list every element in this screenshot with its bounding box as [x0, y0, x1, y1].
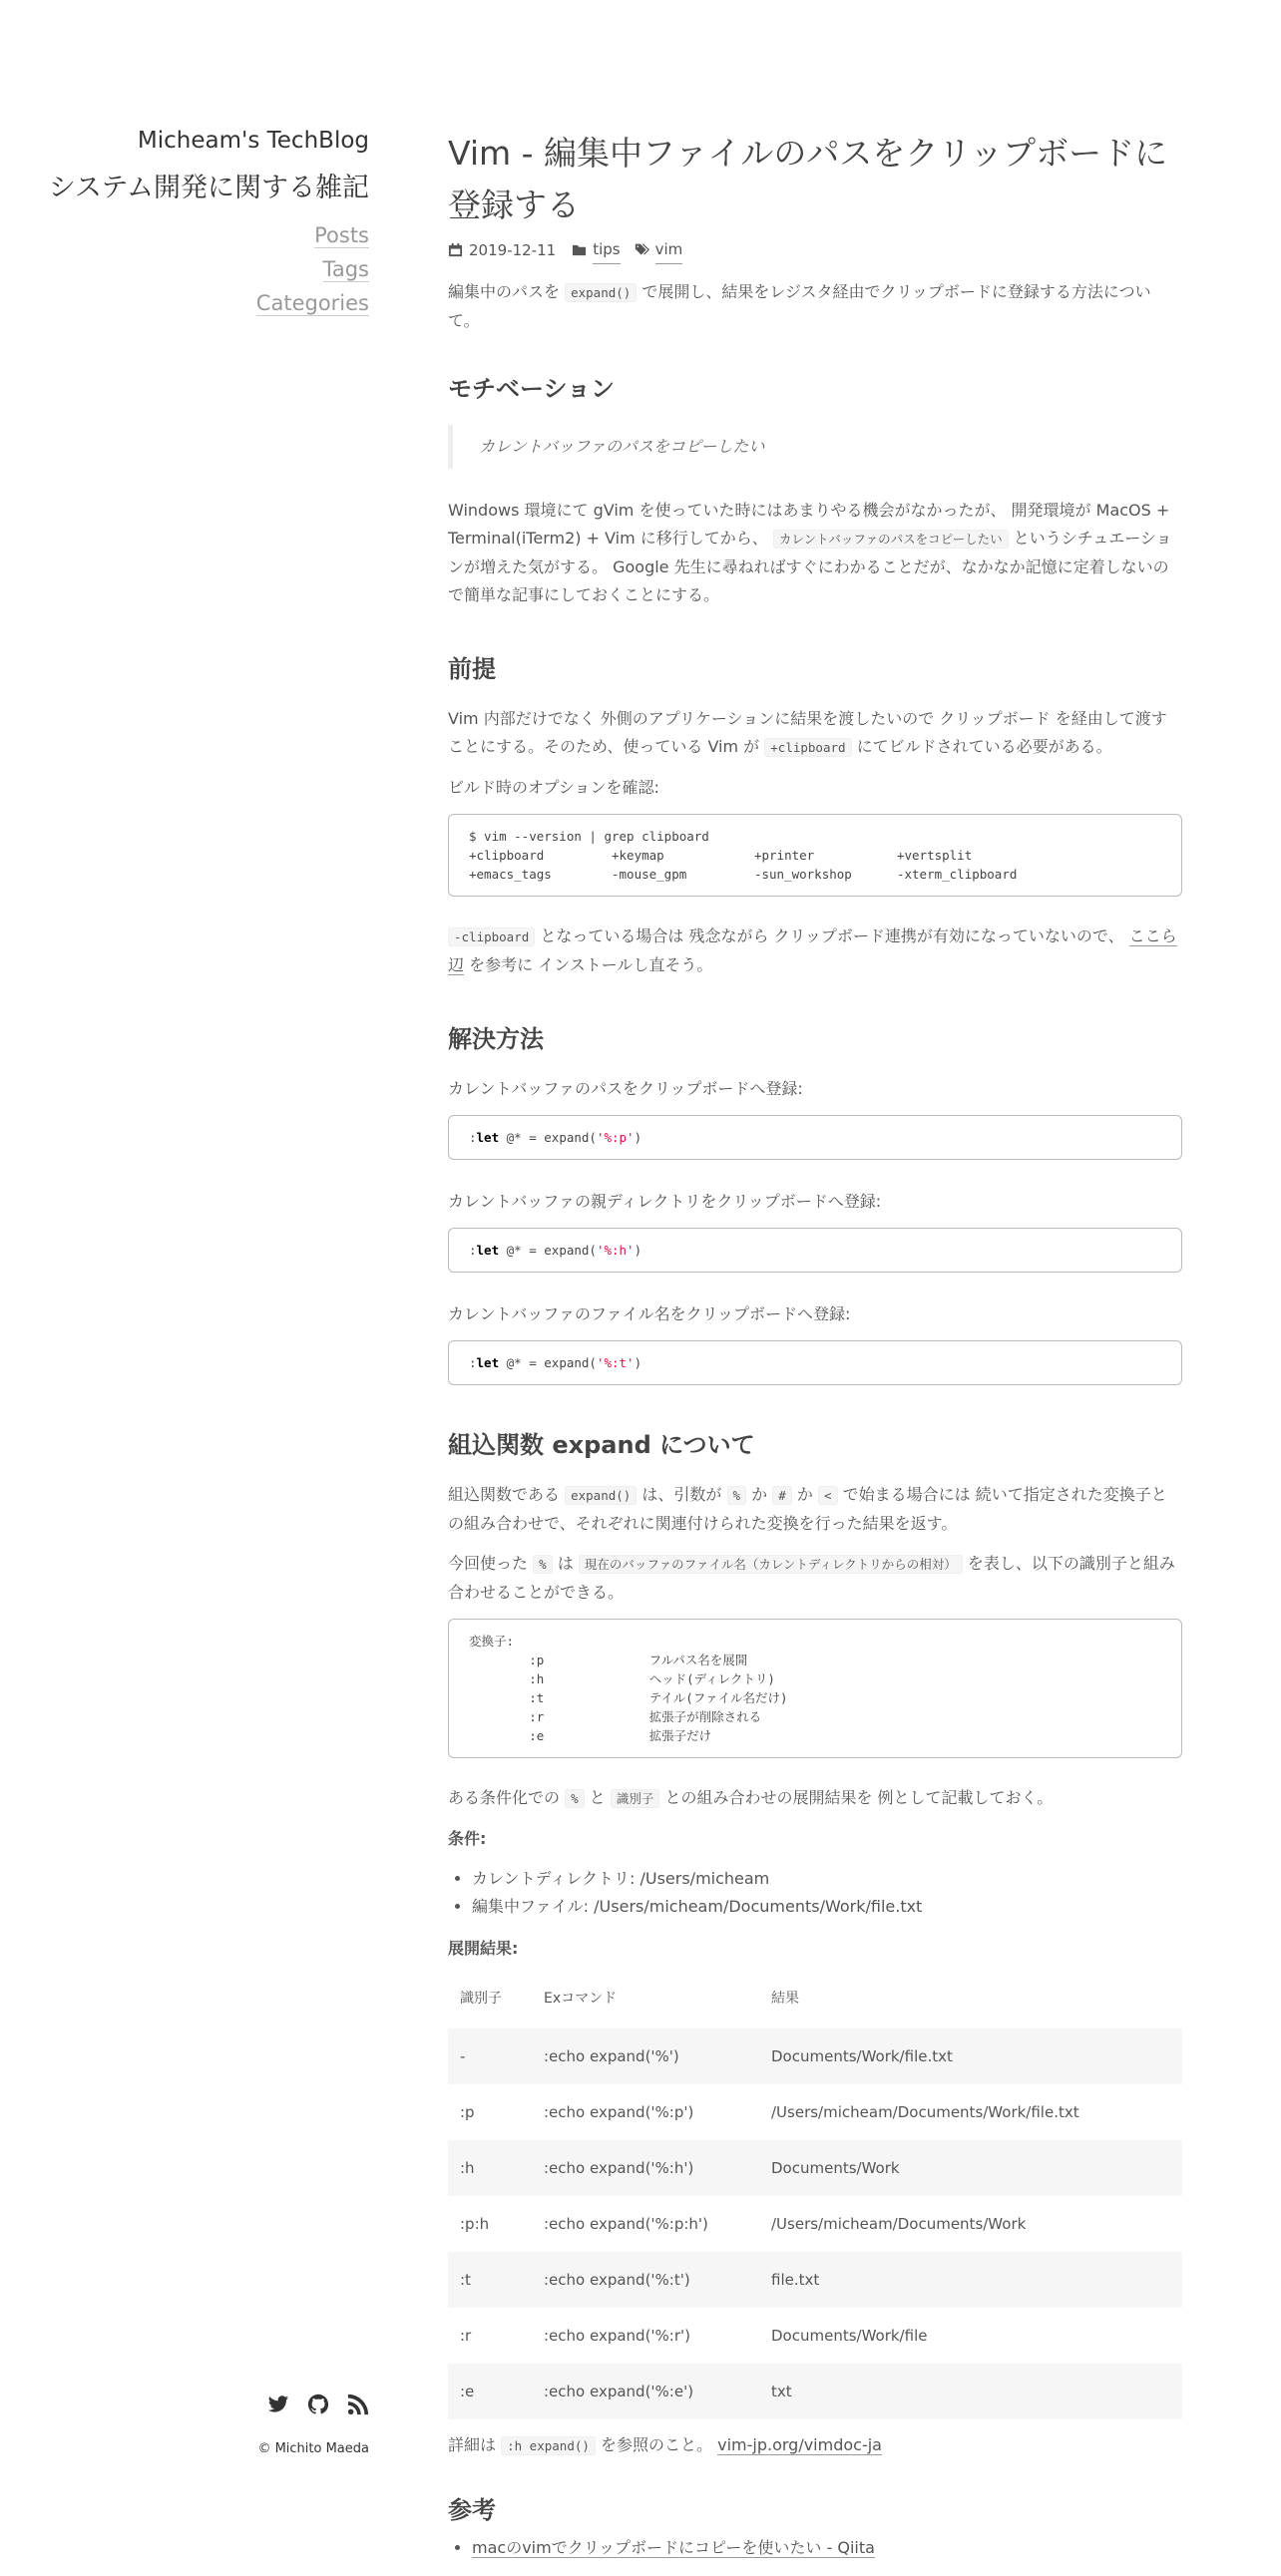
table-cell: file.txt	[759, 2252, 1182, 2308]
code-text: @* = expand(	[499, 1130, 597, 1145]
table-cell: Documents/Work/file	[771, 2327, 928, 2345]
references-list	[448, 2534, 1182, 2562]
inline-code: #	[772, 1486, 792, 1505]
table-row	[448, 2364, 1182, 2419]
site-nav	[256, 223, 369, 325]
column-header: Exコマンド	[544, 1991, 618, 2007]
reference-link[interactable]: ここら辺	[448, 926, 1177, 974]
intro-text: で展開し、結果をレジスタ経由でクリップボードに登録する方法について。	[448, 282, 1151, 330]
social-links	[267, 2393, 369, 2415]
text: ある条件化での	[448, 1788, 561, 1807]
code-block	[448, 1340, 1182, 1385]
inline-code: %	[565, 1789, 585, 1808]
code-text: :	[469, 1355, 477, 1370]
tags-icon	[635, 242, 649, 257]
table-cell: txt	[759, 2364, 1182, 2419]
results-table	[448, 1975, 1182, 2419]
inline-code: カレントバッファのパスをコピーしたい	[773, 530, 1009, 549]
conditions-label: 条件:	[448, 1829, 487, 1848]
vimdoc-link[interactable]: vim-jp.org/vimdoc-ja	[717, 2435, 882, 2454]
text: にてビルドされている必要がある。	[856, 737, 1112, 756]
site-title[interactable]: Micheam's TechBlog	[137, 128, 369, 154]
table-row	[448, 2028, 1182, 2084]
intro-paragraph	[448, 278, 1182, 335]
text: か	[751, 1485, 768, 1504]
list-item: • カレントディレクトリ: /Users/micheam	[472, 1865, 1182, 1893]
table-cell: :echo expand('%:h')	[532, 2140, 759, 2196]
code-block	[448, 1228, 1182, 1273]
table-cell: Documents/Work	[759, 2140, 1182, 2196]
table-row	[448, 2308, 1182, 2364]
column-header: 識別子	[460, 1991, 502, 2007]
post-content	[448, 128, 1182, 2576]
text: 詳細は	[448, 2435, 497, 2454]
paragraph	[448, 1784, 1182, 1813]
code-block: 変換子: :p フルパス名を展開 :h ヘッド(ディレクトリ) :t テイル(ファイル名だけ) :r 拡張子が削除される :e 拡張子だけ	[448, 1619, 1182, 1758]
text: 今回使った	[448, 1554, 529, 1573]
paragraph	[448, 497, 1182, 609]
table-cell: :p	[460, 2103, 475, 2121]
text: を表し、以下の識別子と組み合わせることができる。	[448, 1554, 1175, 1602]
inline-code: -clipboard	[448, 927, 535, 946]
nav-posts[interactable]: Posts	[314, 223, 369, 247]
text: Vim 内部だけでなく 外側のアプリケーションに結果を渡したいので クリップボード を経由して渡すことにする。そのため、使っている Vim が	[448, 709, 1167, 756]
code-string: '%:t'	[596, 1355, 635, 1370]
section-heading: 解決方法	[448, 1025, 544, 1053]
inline-code: +clipboard	[764, 738, 851, 757]
paragraph: カレントバッファのファイル名をクリップボードへ登録:	[448, 1304, 851, 1323]
section-heading: 参考	[448, 2496, 496, 2524]
code-text: @* = expand(	[499, 1355, 597, 1370]
nav-categories[interactable]: Categories	[255, 291, 369, 315]
code-text: :	[469, 1243, 477, 1258]
column-header: 結果	[771, 1991, 799, 2007]
text: となっている場合は 残念ながら クリップボード連携が有効になっていないので、	[540, 926, 1124, 945]
folder-icon	[572, 242, 587, 257]
paragraph	[448, 2431, 1182, 2460]
nav-tags[interactable]: Tags	[322, 257, 369, 281]
table-cell: :echo expand('%:e')	[532, 2364, 759, 2419]
text: か	[796, 1485, 813, 1504]
intro-text: 編集中のパスを	[448, 282, 561, 301]
post-title: Vim - 編集中ファイルのパスをクリップボードに登録する	[448, 134, 1168, 224]
text: で始まる場合には 続いて指定された変換子との組み合わせで、それぞれに関連付けられた変換を行った結果を返す。	[448, 1485, 1167, 1533]
table-row	[448, 2252, 1182, 2308]
post-tag[interactable]: vim	[655, 235, 683, 264]
inline-code: %	[533, 1555, 553, 1574]
text: は、引数が	[641, 1485, 722, 1504]
text: は	[557, 1554, 574, 1573]
table-cell: :echo expand('%:p:h')	[544, 2215, 708, 2233]
rss-icon[interactable]	[347, 2393, 369, 2415]
table-row	[448, 2084, 1182, 2140]
table-cell: :t	[448, 2252, 532, 2308]
calendar-icon	[448, 242, 463, 257]
table-cell: :echo expand('%:p')	[544, 2103, 694, 2121]
paragraph	[448, 922, 1182, 979]
section-heading: モチベーション	[448, 375, 616, 403]
label	[448, 1825, 1182, 1853]
code-string: '%:p'	[596, 1130, 635, 1145]
text: Windows 環境にて gVim を使っていた時にはあまりやる機会がなかったが、 開発環境が MacOS + Terminal(iTerm2) + Vim に移行してから、	[448, 501, 1170, 548]
text: を参考に インストールし直そう。	[469, 955, 713, 974]
section-solution	[448, 1025, 1182, 1385]
inline-code: <	[818, 1486, 838, 1505]
paragraph	[448, 705, 1182, 762]
conditions-list	[448, 1865, 1182, 1921]
list-item: • 編集中ファイル: /Users/micheam/Documents/Work/file.txt	[472, 1893, 1182, 1921]
table-cell: Documents/Work/file.txt	[759, 2028, 1182, 2084]
inline-code: 識別子	[611, 1789, 660, 1808]
code-keyword: let	[476, 1243, 500, 1258]
paragraph	[448, 1550, 1182, 1607]
code-string: '%:h'	[596, 1243, 635, 1258]
copyright: © Michito Maeda	[257, 2441, 369, 2456]
paragraph: カレントバッファのパスをクリップボードへ登録:	[448, 1079, 803, 1098]
code-block: $ vim --version | grep clipboard +clipboard +keymap +printer +vertsplit +emacs_tags -mouse_gpm -sun_workshop -xterm_clipboard	[448, 814, 1182, 897]
quote: カレントバッファのパスをコピーしたい	[448, 425, 1182, 469]
code-text: @* = expand(	[499, 1243, 597, 1258]
paragraph	[448, 1481, 1182, 1538]
post-category[interactable]: tips	[593, 235, 620, 264]
results-label: 展開結果:	[448, 1939, 519, 1958]
reference-link[interactable]: macのvimでクリップボードにコピーを使いたい - Qiita	[472, 2538, 875, 2557]
section-expand	[448, 1431, 1182, 2460]
inline-code: :h expand()	[501, 2436, 596, 2455]
table-header-row	[448, 1975, 1182, 2028]
inline-code: %	[727, 1486, 747, 1505]
github-icon[interactable]	[307, 2393, 329, 2415]
table-cell: :echo expand('%:t')	[532, 2252, 759, 2308]
code-keyword: let	[476, 1355, 500, 1370]
section-premise	[448, 655, 1182, 979]
table-cell: :h	[448, 2140, 532, 2196]
table-cell: :p:h	[460, 2215, 490, 2233]
table-cell: :echo expand('%')	[532, 2028, 759, 2084]
label	[448, 1935, 1182, 1963]
text: との組み合わせの展開結果を 例として記載しておく。	[664, 1788, 1054, 1807]
code-block	[448, 1115, 1182, 1160]
table-cell: :r	[460, 2327, 472, 2345]
table-cell: -	[448, 2028, 532, 2084]
text: と	[589, 1788, 606, 1807]
text: を参照のこと。	[601, 2435, 713, 2454]
table-row	[448, 2196, 1182, 2252]
paragraph: ビルド時のオプションを確認:	[448, 778, 659, 797]
section-references	[448, 2496, 1182, 2562]
table-cell: /Users/micheam/Documents/Work	[771, 2215, 1027, 2233]
inline-code: 現在のバッファのファイル名（カレントディレクトリからの相対）	[579, 1555, 963, 1574]
list-item	[472, 2534, 1182, 2562]
post-date: 2019-12-11	[469, 240, 557, 259]
text: というシチュエーションが増えた気がする。 Google 先生に尋ねればすぐにわかることだが、なかなか記憶に定着しないので簡単な記事にしておくことにする。	[448, 529, 1172, 604]
code-text: :	[469, 1130, 477, 1145]
site-subtitle: システム開発に関する雑記	[48, 173, 369, 203]
table-cell: :echo expand('%:r')	[544, 2327, 690, 2345]
twitter-icon[interactable]	[267, 2393, 289, 2415]
section-heading: 組込関数 expand について	[448, 1431, 755, 1459]
section-motivation	[448, 375, 1182, 609]
code-text: )	[634, 1130, 642, 1145]
code-text: )	[634, 1243, 642, 1258]
code-keyword: let	[476, 1130, 500, 1145]
inline-code: expand()	[565, 1486, 637, 1505]
code-text: )	[634, 1355, 642, 1370]
table-row	[448, 2140, 1182, 2196]
text: 組込関数である	[448, 1485, 561, 1504]
table-cell: /Users/micheam/Documents/Work/file.txt	[771, 2103, 1079, 2121]
paragraph: カレントバッファの親ディレクトリをクリップボードへ登録:	[448, 1192, 882, 1211]
post-meta	[448, 235, 1182, 264]
section-heading: 前提	[448, 655, 496, 683]
inline-code: expand()	[565, 283, 637, 302]
table-cell: :e	[448, 2364, 532, 2419]
